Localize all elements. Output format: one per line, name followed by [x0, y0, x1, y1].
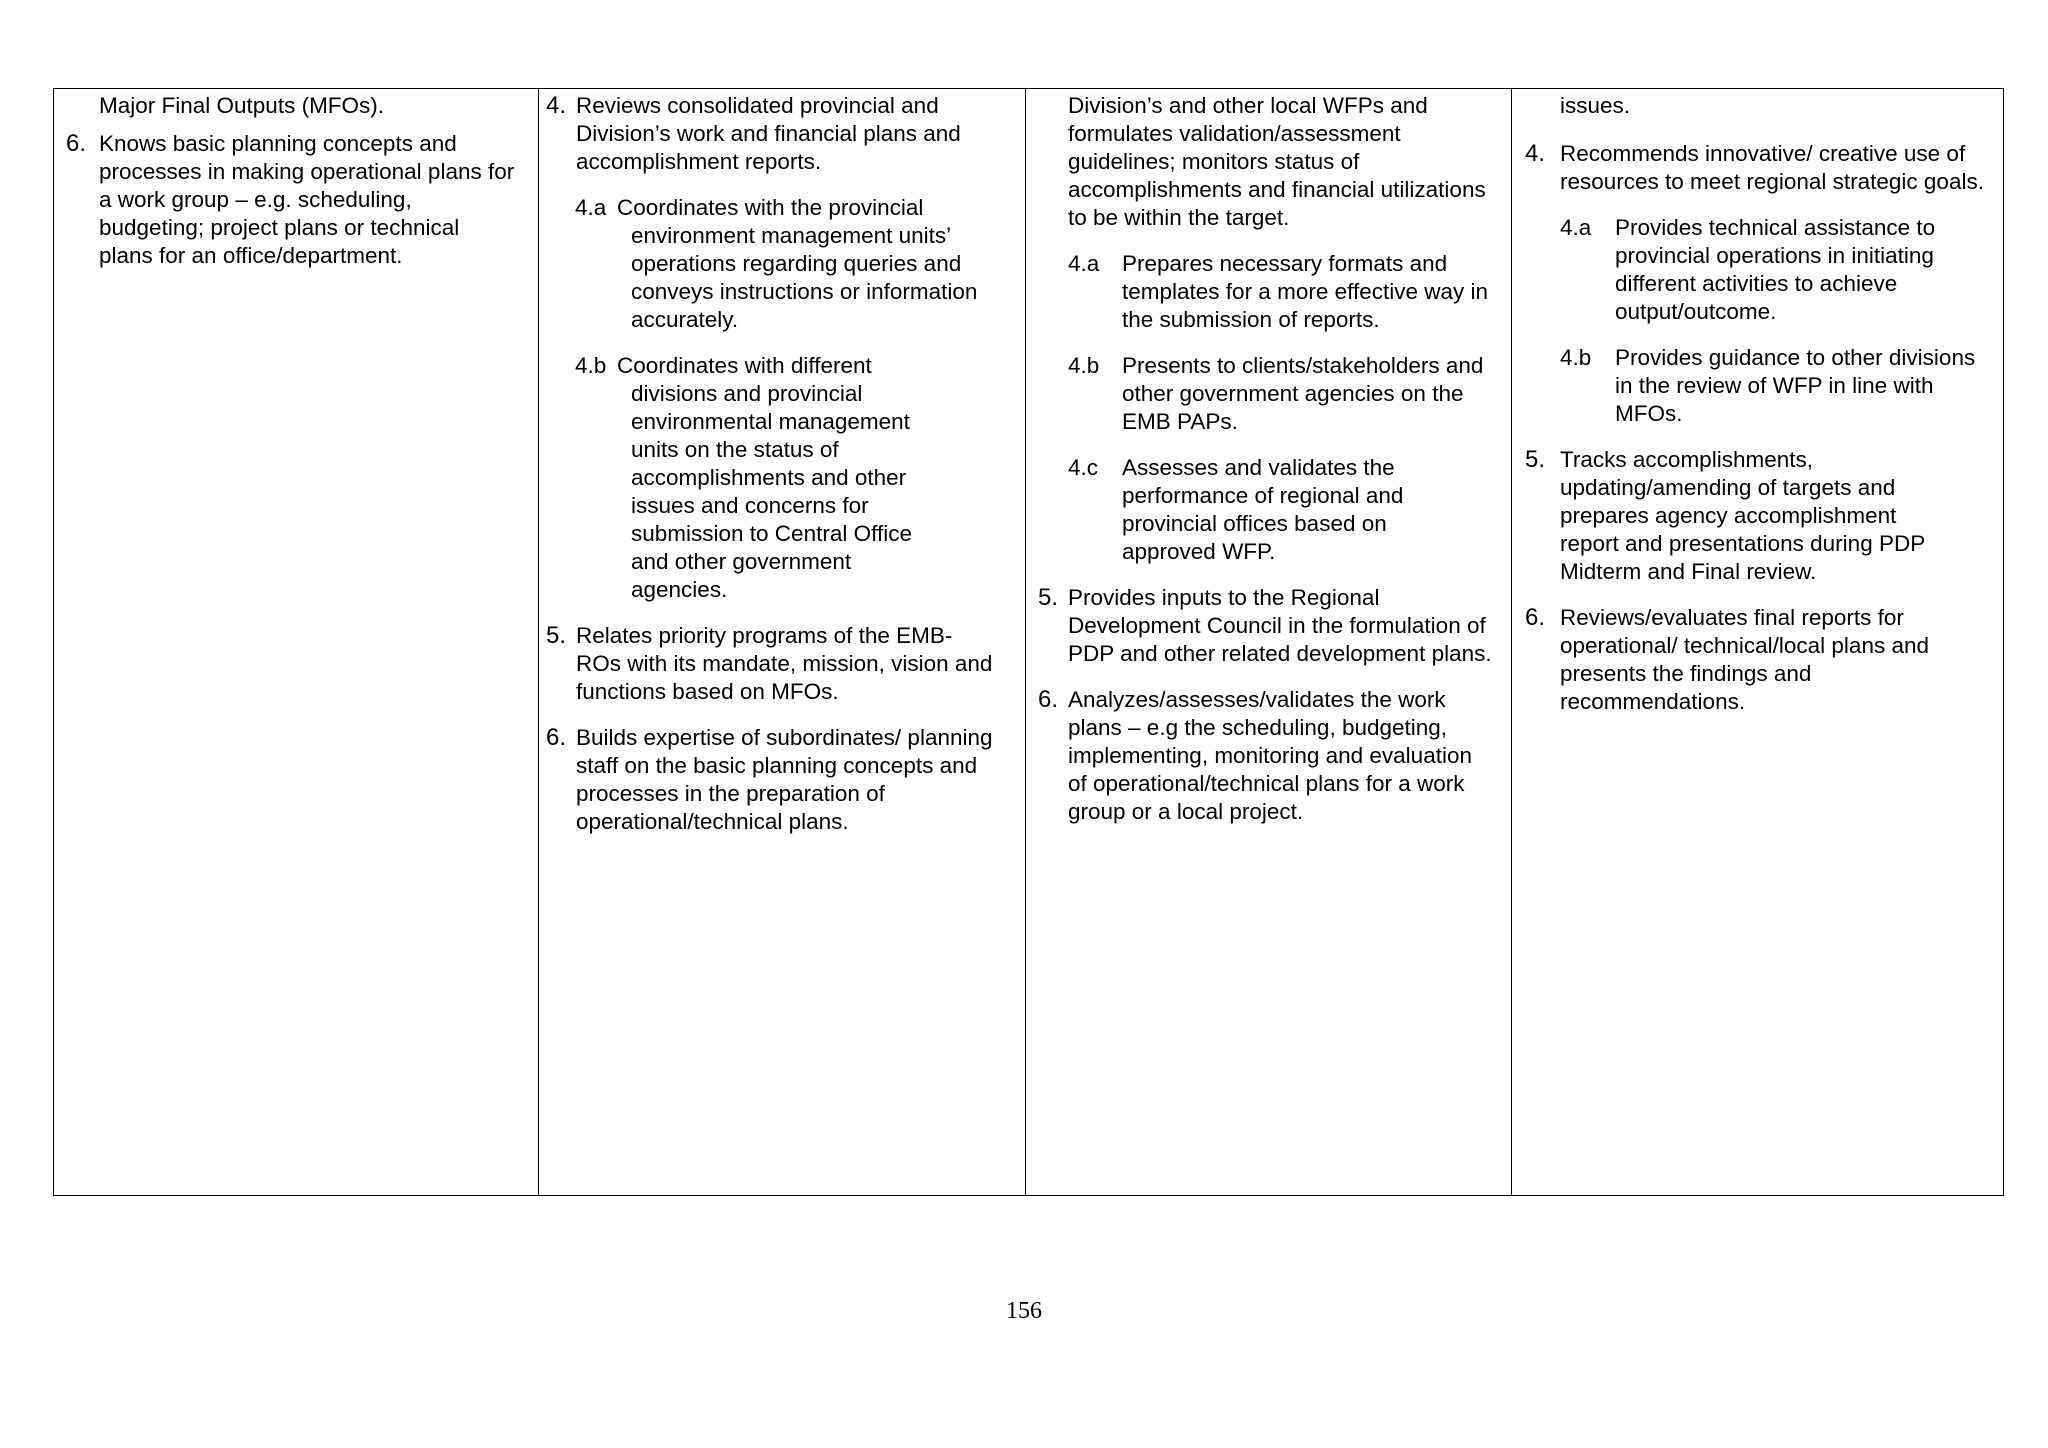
list-item [575, 194, 1011, 334]
list-item [1525, 604, 1990, 716]
item-text: Builds expertise of subordinates/ planning staff on the basic planning concepts and processes in the preparation of operational/technical plans. [576, 725, 993, 834]
item-number: 6. [66, 130, 87, 157]
item-number: 4.a [1560, 215, 1592, 240]
item-number: 4. [546, 92, 567, 119]
item-text: Assesses and validates the performance of regional and provincial offices based on approved WFP. [1122, 455, 1404, 564]
item-number: 4.b [1068, 353, 1100, 378]
list-item [1068, 250, 1502, 334]
item-text [617, 352, 951, 604]
list-item [1560, 92, 1980, 120]
column-2-cell [539, 89, 1026, 1196]
item-text: Prepares necessary formats and templates for a more effective way in the submission of reports. [1122, 251, 1488, 332]
item-number: 4.a [575, 195, 607, 220]
list-item [1068, 92, 1488, 232]
item-number: 4. [1525, 140, 1546, 167]
list-item [575, 352, 951, 604]
column-3-cell [1026, 89, 1512, 1196]
item-number: 6. [1038, 686, 1059, 713]
list-item [1525, 446, 1960, 586]
item-text: Provides guidance to other divisions in the review of WFP in line with MFOs. [1615, 345, 1976, 426]
competency-table [53, 88, 2004, 1196]
list-item [546, 622, 996, 706]
item-text: Reviews consolidated provincial and Division’s work and financial plans and accomplishment reports. [576, 93, 961, 174]
item-number: 5. [546, 622, 567, 649]
item-text: Major Final Outputs (MFOs). [99, 93, 385, 118]
list-item [66, 130, 519, 270]
item-text: Provides inputs to the Regional Development Council in the formulation of PDP and other related development plans. [1068, 585, 1492, 666]
item-text: Reviews/evaluates final reports for operational/ technical/local plans and presents the findings and recommendations. [1560, 605, 1929, 714]
item-number: 4.a [1068, 251, 1100, 276]
table-row [54, 89, 2004, 1196]
item-text-content: Coordinates with the provincial environment management units’ operations regarding queries and conveys instructions or information accurately. [617, 195, 978, 332]
list-item [546, 724, 996, 836]
item-number: 6. [546, 724, 567, 751]
list-item [1068, 352, 1502, 436]
list-item [1525, 140, 1990, 196]
list-item [546, 92, 1006, 176]
item-text: Presents to clients/stakeholders and other government agencies on the EMB PAPs. [1122, 353, 1484, 434]
item-number: 4.c [1068, 455, 1099, 480]
column-4-cell [1512, 89, 2004, 1196]
item-text: issues. [1560, 93, 1631, 118]
list-item [99, 92, 519, 120]
item-number: 5. [1038, 584, 1059, 611]
item-text: Tracks accomplishments, updating/amending of targets and prepares agency accomplishment report and presentations during PDP Midterm and Final review. [1560, 447, 1925, 584]
list-item [1068, 454, 1452, 566]
column-1-cell [54, 89, 539, 1196]
item-text [617, 194, 1011, 334]
item-text: Provides technical assistance to provincial operations in initiating different activities to achieve output/outcome. [1615, 215, 1936, 324]
item-text-content: Coordinates with different divisions and provincial environmental management units on the status of accomplishments and other issues and concerns for submission to Central Office and other government agencies. [617, 353, 912, 602]
item-text: Analyzes/assesses/validates the work plans – e.g the scheduling, budgeting, implementing, monitoring and evaluation of operational/technical plans for a work group or a local project. [1068, 687, 1472, 824]
item-number: 4.b [1560, 345, 1592, 370]
item-text: Division’s and other local WFPs and formulates validation/assessment guidelines; monitors status of accomplishments and financial utilizations to be within the target. [1068, 93, 1486, 230]
page-number: 156 [1006, 1298, 1042, 1324]
item-text: Recommends innovative/ creative use of resources to meet regional strategic goals. [1560, 141, 1984, 194]
item-number: 6. [1525, 604, 1546, 631]
item-text: Knows basic planning concepts and processes in making operational plans for a work group – e.g. scheduling, budgeting; project plans or technical plans for an office/department. [99, 131, 515, 268]
list-item [1560, 344, 1985, 428]
list-item [1038, 686, 1493, 826]
list-item [1560, 214, 1985, 326]
list-item [1038, 584, 1498, 668]
item-number: 4.b [575, 353, 607, 378]
item-number: 5. [1525, 446, 1546, 473]
item-text: Relates priority programs of the EMB-ROs with its mandate, mission, vision and functions based on MFOs. [576, 623, 993, 704]
